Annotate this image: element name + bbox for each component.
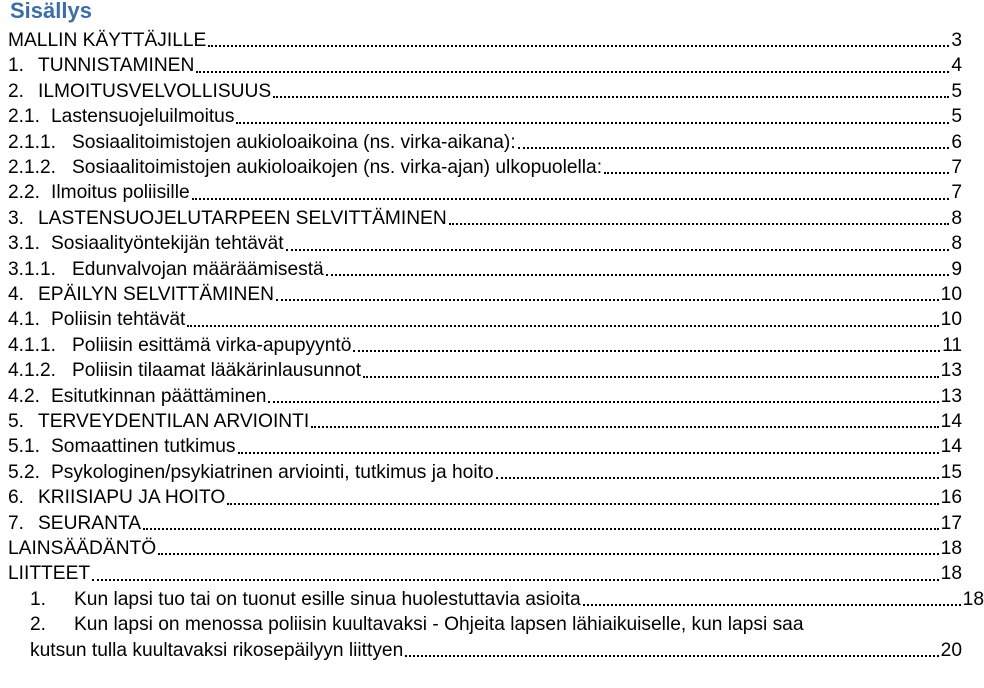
toc-entry-number: 2.1. xyxy=(8,106,41,128)
toc-entry[interactable] xyxy=(8,307,962,332)
toc-entry-text: ILMOITUSVELVOLLISUUS xyxy=(38,80,272,102)
toc-entry-text: Poliisin tilaamat lääkärinlausunnot xyxy=(72,360,362,382)
toc-entry[interactable] xyxy=(8,434,962,459)
toc-entry-page: 15 xyxy=(940,461,962,483)
toc-entry-text: Psykologinen/psykiatrinen arviointi, tutkimus ja hoito xyxy=(51,461,494,483)
toc-entry[interactable] xyxy=(8,79,962,104)
toc-entry[interactable] xyxy=(8,53,962,78)
toc-entry-number: 2.1.2. xyxy=(8,157,57,178)
dot-leader xyxy=(268,401,938,403)
toc-entry-page: 10 xyxy=(940,284,962,305)
toc-entry-page: 7 xyxy=(951,157,962,178)
toc-entry[interactable] xyxy=(8,409,962,434)
toc-entry-text: Sosiaalitoimistojen aukioloaikojen (ns. virka-ajan) ulkopuolella: xyxy=(72,157,603,178)
dot-leader xyxy=(187,325,938,327)
toc-entry-page: 11 xyxy=(942,334,962,356)
toc-entry[interactable] xyxy=(8,561,962,586)
toc-entry-page: 20 xyxy=(940,639,962,661)
toc-entry-number: 5.2. xyxy=(8,461,41,483)
toc-entry[interactable] xyxy=(8,511,962,536)
dot-leader xyxy=(449,223,950,225)
toc-entry-number: 3. xyxy=(8,207,25,229)
toc-entry-number: 4.1.2. xyxy=(8,360,57,382)
toc-title: Sisällys xyxy=(10,0,92,23)
toc-entry[interactable] xyxy=(8,358,962,383)
toc-entry[interactable] xyxy=(8,536,962,561)
toc-entry[interactable] xyxy=(8,130,962,155)
toc-entry[interactable] xyxy=(8,180,962,205)
toc-entry-number: 3.1. xyxy=(8,233,41,255)
toc-entry[interactable] xyxy=(8,612,962,662)
toc-entry-page: 8 xyxy=(951,207,962,229)
toc-entry-text: Sosiaalitoimistojen aukioloaikoina (ns. virka-aikana): xyxy=(72,131,516,153)
toc-entry-page: 9 xyxy=(951,258,962,280)
dot-leader xyxy=(311,426,938,428)
toc-entry[interactable] xyxy=(8,257,962,282)
toc-entry-text: KRIISIAPU JA HOITO xyxy=(38,487,226,509)
dot-leader xyxy=(518,147,950,149)
toc-entry-text: LAINSÄÄDÄNTÖ xyxy=(8,538,157,559)
dot-leader xyxy=(208,45,949,47)
toc-entry-number: 4.1.1. xyxy=(8,334,57,356)
toc-entry-number: 6. xyxy=(8,487,25,509)
dot-leader xyxy=(158,553,938,555)
toc-entry-number: 1. xyxy=(30,588,47,610)
toc-entry[interactable] xyxy=(8,155,962,180)
toc-entry-page: 18 xyxy=(940,538,962,559)
toc-entry-number: 4. xyxy=(8,284,25,305)
toc-entry-page: 4 xyxy=(951,55,962,77)
dot-leader xyxy=(273,96,949,98)
toc-entry-text: Poliisin esittämä virka-apupyyntö xyxy=(72,334,352,356)
toc-entry-page: 13 xyxy=(940,385,962,407)
toc-entry-number: 5. xyxy=(8,411,25,432)
dot-leader xyxy=(363,376,939,378)
toc-entry-page: 18 xyxy=(962,588,984,610)
toc-entry-number: 1. xyxy=(8,55,25,77)
toc-entry-text: TERVEYDENTILAN ARVIOINTI xyxy=(38,411,310,432)
toc-entry-page: 3 xyxy=(951,30,962,51)
toc-entry-page: 5 xyxy=(951,80,962,102)
toc-entry-text: Ilmoitus poliisille xyxy=(51,182,190,204)
toc-entry-page: 6 xyxy=(951,131,962,153)
dot-leader xyxy=(405,655,938,657)
toc-entry-page: 13 xyxy=(940,360,962,382)
toc-entry-text: Poliisin tehtävät xyxy=(51,309,186,331)
toc-entry[interactable] xyxy=(8,485,962,510)
toc-entry[interactable] xyxy=(8,282,962,307)
dot-leader xyxy=(326,274,950,276)
toc-entry-text: Edunvalvojan määräämisestä xyxy=(72,258,324,280)
toc-entry-text-continued: kutsun tulla kuultavaksi rikosepäilyyn liittyen xyxy=(30,639,404,661)
dot-leader xyxy=(143,528,939,530)
toc-entry-number: 4.2. xyxy=(8,385,41,407)
dot-leader xyxy=(227,503,938,505)
toc-entry-text: SEURANTA xyxy=(38,512,142,534)
toc-entry-page: 14 xyxy=(940,436,962,458)
toc-entry-number: 2. xyxy=(8,80,25,102)
toc-entry-page: 16 xyxy=(940,487,962,509)
toc-entry[interactable] xyxy=(8,384,962,409)
toc-entry-text: MALLIN KÄYTTÄJILLE xyxy=(8,30,207,51)
toc-entry-number: 2.1.1. xyxy=(8,131,57,153)
dot-leader xyxy=(286,249,950,251)
toc-entry-page: 10 xyxy=(940,309,962,331)
toc-entry-text: Esitutkinnan päättäminen xyxy=(51,385,267,407)
toc-entry[interactable] xyxy=(8,206,962,231)
toc-entry-number: 5.1. xyxy=(8,436,41,458)
toc-entry[interactable] xyxy=(8,333,962,358)
toc-entry-text: Sosiaalityöntekijän tehtävät xyxy=(51,233,284,255)
toc-entry[interactable] xyxy=(8,104,962,129)
toc-entry-text: LASTENSUOJELUTARPEEN SELVITTÄMINEN xyxy=(38,207,447,229)
toc-entry-text: EPÄILYN SELVITTÄMINEN xyxy=(38,284,274,305)
toc-entry-number: 2.2. xyxy=(8,182,41,204)
toc-entry[interactable] xyxy=(8,587,984,612)
toc-entry[interactable] xyxy=(8,460,962,485)
dot-leader xyxy=(236,122,949,124)
toc-entry-number: 4.1. xyxy=(8,309,41,331)
toc-entry-page: 7 xyxy=(951,182,962,204)
toc-entry-text: Lastensuojeluilmoitus xyxy=(51,106,235,128)
toc-entry[interactable] xyxy=(8,28,962,53)
toc-entry-text: Kun lapsi on menossa poliisin kuultavaksi - Ohjeita lapsen lähiaikuiselle, kun lapsi saa xyxy=(74,614,804,636)
toc-entry-page: 17 xyxy=(940,512,962,534)
toc-entry-page: 5 xyxy=(951,106,962,128)
toc-entry-text: LIITTEET xyxy=(8,563,91,585)
dot-leader xyxy=(604,172,949,174)
dot-leader xyxy=(238,452,939,454)
toc-entry-page: 18 xyxy=(940,563,962,585)
dot-leader xyxy=(92,579,939,581)
toc-entry-page: 8 xyxy=(951,233,962,255)
dot-leader xyxy=(353,350,940,352)
toc-entry-text: Kun lapsi tuo tai on tuonut esille sinua huolestuttavia asioita xyxy=(74,588,581,610)
dot-leader xyxy=(276,299,939,301)
toc-entry-number: 2. xyxy=(30,614,47,636)
toc-entry-page: 14 xyxy=(940,411,962,432)
dot-leader xyxy=(196,71,949,73)
toc-entry-number: 3.1.1. xyxy=(8,258,57,280)
toc-entry[interactable] xyxy=(8,231,962,256)
dot-leader xyxy=(192,198,950,200)
toc-entry-text: TUNNISTAMINEN xyxy=(38,55,195,77)
dot-leader xyxy=(583,604,961,606)
dot-leader xyxy=(496,477,939,479)
toc-entry-text: Somaattinen tutkimus xyxy=(51,436,236,458)
toc-entry-number: 7. xyxy=(8,512,25,534)
